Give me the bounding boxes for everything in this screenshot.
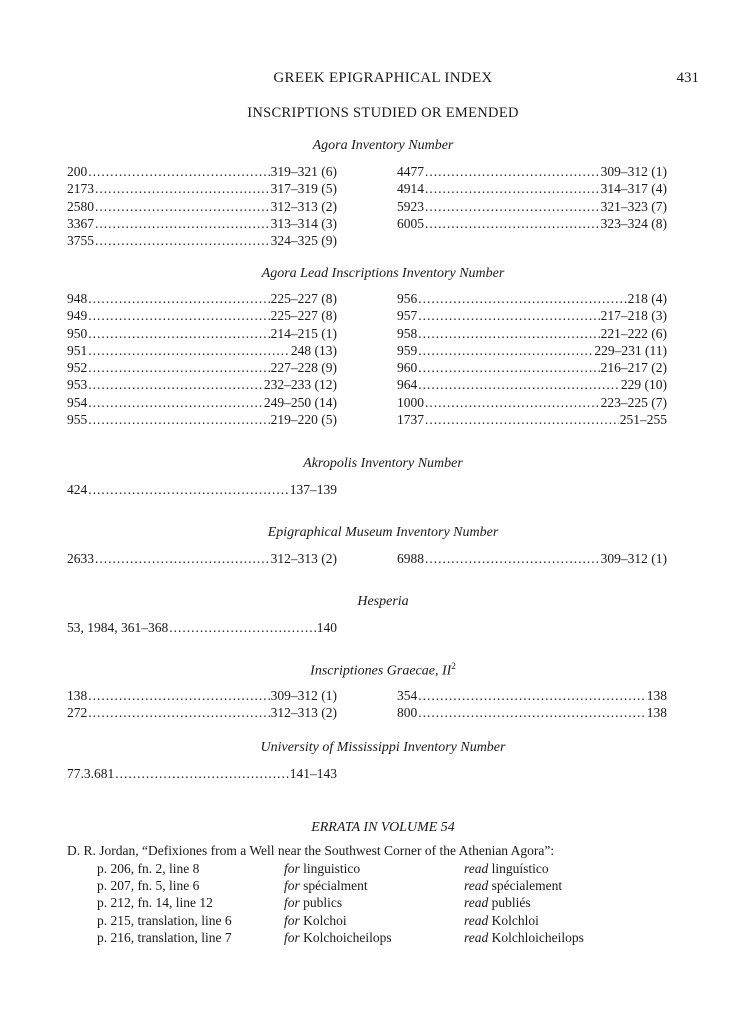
wrong-word: linguistico — [303, 861, 361, 876]
leader-dots — [425, 215, 600, 232]
leader-dots — [425, 550, 600, 567]
entry-inventory-number: 3367 — [67, 215, 94, 231]
leader-dots — [425, 198, 600, 215]
entry-inventory-number: 960 — [397, 360, 418, 376]
leader-dots — [425, 394, 600, 411]
index-entry — [397, 215, 667, 232]
wrong-word: spécialment — [303, 878, 368, 894]
errata-correct-reading — [464, 913, 539, 929]
page-header — [67, 70, 699, 90]
entry-page-reference: 219–220 (5) — [270, 412, 337, 428]
ig-title-superscript: 2 — [451, 661, 456, 671]
entry-page-reference: 321–323 (7) — [600, 198, 667, 214]
index-entry — [67, 411, 337, 428]
leader-dots — [88, 481, 289, 498]
entry-page-reference: 214–215 (1) — [270, 325, 337, 341]
index-entry — [67, 290, 337, 307]
entry-inventory-number: 956 — [397, 291, 418, 306]
errata-location: p. 215, translation, line 6 — [97, 912, 232, 928]
read-label: read — [464, 912, 489, 928]
correct-word: linguístico — [491, 861, 549, 876]
leader-dots — [418, 359, 599, 376]
leader-dots — [95, 180, 270, 197]
leader-dots — [425, 411, 619, 428]
section-title-agora-lead: Agora Lead Inscriptions Inventory Number — [261, 266, 505, 281]
index-entry — [67, 481, 337, 498]
main-title: INSCRIPTIONS STUDIED OR EMENDED — [247, 105, 519, 121]
index-entry — [397, 307, 667, 324]
ig-right-column — [397, 687, 667, 722]
entry-inventory-number: 957 — [397, 308, 418, 324]
entry-inventory-number: 958 — [397, 325, 418, 341]
errata-row — [97, 930, 697, 947]
entry-page-reference: 324–325 (9) — [270, 233, 337, 249]
ig-title-text: Inscriptiones Graecae, II — [310, 663, 452, 679]
correct-word: spécialement — [491, 878, 563, 894]
for-label: for — [284, 895, 300, 911]
errata-wrong-reading — [284, 913, 347, 929]
leader-dots — [88, 325, 269, 342]
entry-page-reference: 225–227 (8) — [270, 308, 337, 324]
errata-wrong-reading — [284, 895, 342, 911]
index-entry — [67, 704, 337, 721]
entry-inventory-number: 53, 1984, 361–368 — [67, 620, 169, 635]
index-entry — [67, 180, 337, 197]
wrong-word: publics — [303, 895, 343, 911]
leader-dots — [88, 307, 269, 324]
entry-page-reference: 229 (10) — [620, 377, 667, 393]
leader-dots — [169, 619, 316, 636]
read-label: read — [464, 929, 489, 945]
entry-inventory-number: 272 — [67, 705, 88, 721]
errata-location: p. 206, fn. 2, line 8 — [97, 861, 200, 876]
index-entry — [67, 394, 337, 411]
entry-page-reference: 223–225 (7) — [600, 394, 667, 410]
index-entry — [67, 376, 337, 393]
entry-page-reference: 319–321 (6) — [270, 164, 337, 179]
errata-row — [97, 878, 697, 895]
entry-page-reference: 313–314 (3) — [270, 215, 337, 231]
akropolis-column — [67, 481, 337, 498]
entry-page-reference: 141–143 — [289, 766, 337, 781]
leader-dots — [425, 163, 600, 180]
entry-page-reference: 309–312 (1) — [270, 688, 337, 703]
entry-inventory-number: 951 — [67, 342, 88, 358]
errata-location: p. 212, fn. 14, line 12 — [97, 895, 213, 911]
entry-inventory-number: 4477 — [397, 164, 424, 179]
index-entry — [397, 550, 667, 567]
entry-inventory-number: 954 — [67, 394, 88, 410]
entry-inventory-number: 2173 — [67, 181, 94, 197]
entry-page-reference: 137–139 — [289, 482, 337, 497]
leader-dots — [418, 290, 626, 307]
entry-inventory-number: 800 — [397, 705, 418, 721]
entry-page-reference: 312–313 (2) — [270, 551, 337, 566]
entry-page-reference: 323–324 (8) — [600, 215, 667, 231]
entry-inventory-number: 200 — [67, 164, 88, 179]
correct-word: Kolchloi — [491, 912, 539, 928]
entry-page-reference: 312–313 (2) — [270, 705, 337, 721]
wrong-word: Kolchoi — [303, 912, 347, 928]
entry-page-reference: 249–250 (14) — [263, 394, 337, 410]
entry-inventory-number: 138 — [67, 688, 88, 703]
running-title: GREEK EPIGRAPHICAL INDEX — [273, 70, 493, 86]
read-label: read — [464, 895, 489, 911]
epigraphical-museum-left-column — [67, 550, 337, 567]
leader-dots — [88, 290, 269, 307]
section-title-akropolis: Akropolis Inventory Number — [303, 456, 463, 471]
errata-row — [97, 861, 697, 878]
index-entry — [397, 342, 667, 359]
index-entry — [67, 198, 337, 215]
entry-inventory-number: 953 — [67, 377, 88, 393]
index-entry — [397, 376, 667, 393]
leader-dots — [95, 550, 270, 567]
correct-word: publiés — [491, 895, 531, 911]
read-label: read — [464, 861, 489, 876]
errata-wrong-reading — [284, 878, 368, 894]
entry-page-reference: 227–228 (9) — [270, 360, 337, 376]
leader-dots — [88, 359, 269, 376]
entry-page-reference: 309–312 (1) — [600, 164, 667, 179]
index-entry — [67, 619, 337, 636]
entry-page-reference: 221–222 (6) — [600, 325, 667, 341]
leader-dots — [88, 342, 290, 359]
agora-inventory-right-column — [397, 163, 667, 232]
mississippi-column — [67, 765, 337, 782]
errata-correct-reading — [464, 861, 549, 877]
entry-page-reference: 217–218 (3) — [600, 308, 667, 324]
index-entry — [397, 290, 667, 307]
entry-page-reference: 232–233 (12) — [263, 377, 337, 393]
entry-inventory-number: 424 — [67, 482, 88, 497]
agora-lead-right-column — [397, 290, 667, 428]
index-entry — [67, 550, 337, 567]
entry-page-reference: 312–313 (2) — [270, 198, 337, 214]
for-label: for — [284, 861, 300, 876]
entry-inventory-number: 5923 — [397, 198, 424, 214]
entry-page-reference: 248 (13) — [290, 342, 337, 358]
leader-dots — [115, 765, 289, 782]
for-label: for — [284, 929, 300, 945]
errata-row — [97, 895, 697, 912]
index-entry — [397, 325, 667, 342]
leader-dots — [95, 198, 270, 215]
section-title-inscriptiones-graecae — [67, 661, 699, 680]
entry-inventory-number: 952 — [67, 360, 88, 376]
errata-row — [97, 913, 697, 930]
entry-inventory-number: 959 — [397, 342, 418, 358]
leader-dots — [418, 704, 646, 721]
leader-dots — [95, 215, 270, 232]
index-entry — [67, 215, 337, 232]
index-entry — [67, 359, 337, 376]
errata-location: p. 207, fn. 5, line 6 — [97, 878, 200, 894]
section-title-hesperia: Hesperia — [357, 594, 409, 609]
section-title-mississippi: University of Mississippi Inventory Number — [260, 740, 506, 755]
entry-page-reference: 314–317 (4) — [600, 181, 667, 197]
entry-inventory-number: 6988 — [397, 551, 424, 566]
entry-inventory-number: 6005 — [397, 215, 424, 231]
entry-inventory-number: 949 — [67, 308, 88, 324]
entry-inventory-number: 354 — [397, 688, 418, 703]
agora-inventory-left-column — [67, 163, 337, 249]
leader-dots — [425, 180, 600, 197]
errata-correct-reading — [464, 895, 531, 911]
leader-dots — [418, 307, 599, 324]
entry-inventory-number: 3755 — [67, 233, 94, 249]
read-label: read — [464, 878, 489, 894]
entry-inventory-number: 1000 — [397, 394, 424, 410]
entry-inventory-number: 1737 — [397, 412, 424, 428]
correct-word: Kolchloicheilops — [491, 929, 584, 945]
agora-lead-left-column — [67, 290, 337, 428]
index-entry — [397, 180, 667, 197]
index-entry — [397, 411, 667, 428]
index-entry — [397, 198, 667, 215]
entry-inventory-number: 955 — [67, 412, 88, 428]
entry-page-reference: 138 — [646, 705, 667, 721]
epigraphical-museum-right-column — [397, 550, 667, 567]
index-entry — [67, 687, 337, 704]
entry-page-reference: 216–217 (2) — [600, 360, 667, 376]
hesperia-column — [67, 619, 337, 636]
errata-wrong-reading — [284, 861, 360, 877]
index-entry — [67, 765, 337, 782]
index-entry — [67, 325, 337, 342]
entry-inventory-number: 77.3.681 — [67, 766, 115, 781]
index-entry — [67, 307, 337, 324]
leader-dots — [88, 687, 269, 704]
entry-page-reference: 218 (4) — [627, 291, 667, 306]
wrong-word: Kolchoicheilops — [303, 929, 392, 945]
errata-correct-reading — [464, 930, 584, 946]
ig-left-column — [67, 687, 337, 722]
entry-page-reference: 138 — [646, 688, 667, 703]
leader-dots — [418, 325, 599, 342]
leader-dots — [88, 704, 269, 721]
page-number: 431 — [676, 70, 699, 86]
for-label: for — [284, 912, 300, 928]
entry-page-reference: 251–255 — [619, 412, 667, 428]
entry-inventory-number: 2580 — [67, 198, 94, 214]
index-entry — [397, 163, 667, 180]
leader-dots — [418, 342, 593, 359]
for-label: for — [284, 878, 300, 894]
entry-inventory-number: 2633 — [67, 551, 94, 566]
errata-location: p. 216, translation, line 7 — [97, 929, 232, 945]
entry-inventory-number: 950 — [67, 325, 88, 341]
entry-inventory-number: 4914 — [397, 181, 424, 197]
index-entry — [397, 394, 667, 411]
section-title-agora-inventory: Agora Inventory Number — [312, 138, 454, 153]
index-entry — [397, 704, 667, 721]
entry-page-reference: 229–231 (11) — [594, 342, 667, 358]
leader-dots — [95, 232, 270, 249]
entry-inventory-number: 964 — [397, 377, 418, 393]
leader-dots — [88, 376, 263, 393]
index-entry — [67, 342, 337, 359]
entry-inventory-number: 948 — [67, 291, 88, 306]
leader-dots — [88, 163, 269, 180]
leader-dots — [88, 411, 269, 428]
leader-dots — [418, 687, 646, 704]
entry-page-reference: 317–319 (5) — [270, 181, 337, 197]
errata-correct-reading — [464, 878, 562, 894]
entry-page-reference: 309–312 (1) — [600, 551, 667, 566]
index-entry — [67, 163, 337, 180]
entry-page-reference: 225–227 (8) — [270, 291, 337, 306]
errata-citation: D. R. Jordan, “Defixiones from a Well near the Southwest Corner of the Athenian Agora”: — [67, 843, 555, 858]
leader-dots — [88, 394, 263, 411]
section-title-epigraphical-museum: Epigraphical Museum Inventory Number — [267, 525, 499, 540]
index-entry — [67, 232, 337, 249]
entry-page-reference: 140 — [316, 620, 337, 635]
errata-wrong-reading — [284, 930, 392, 946]
index-entry — [397, 687, 667, 704]
index-entry — [397, 359, 667, 376]
leader-dots — [418, 376, 620, 393]
errata-title: ERRATA IN VOLUME 54 — [311, 820, 455, 835]
